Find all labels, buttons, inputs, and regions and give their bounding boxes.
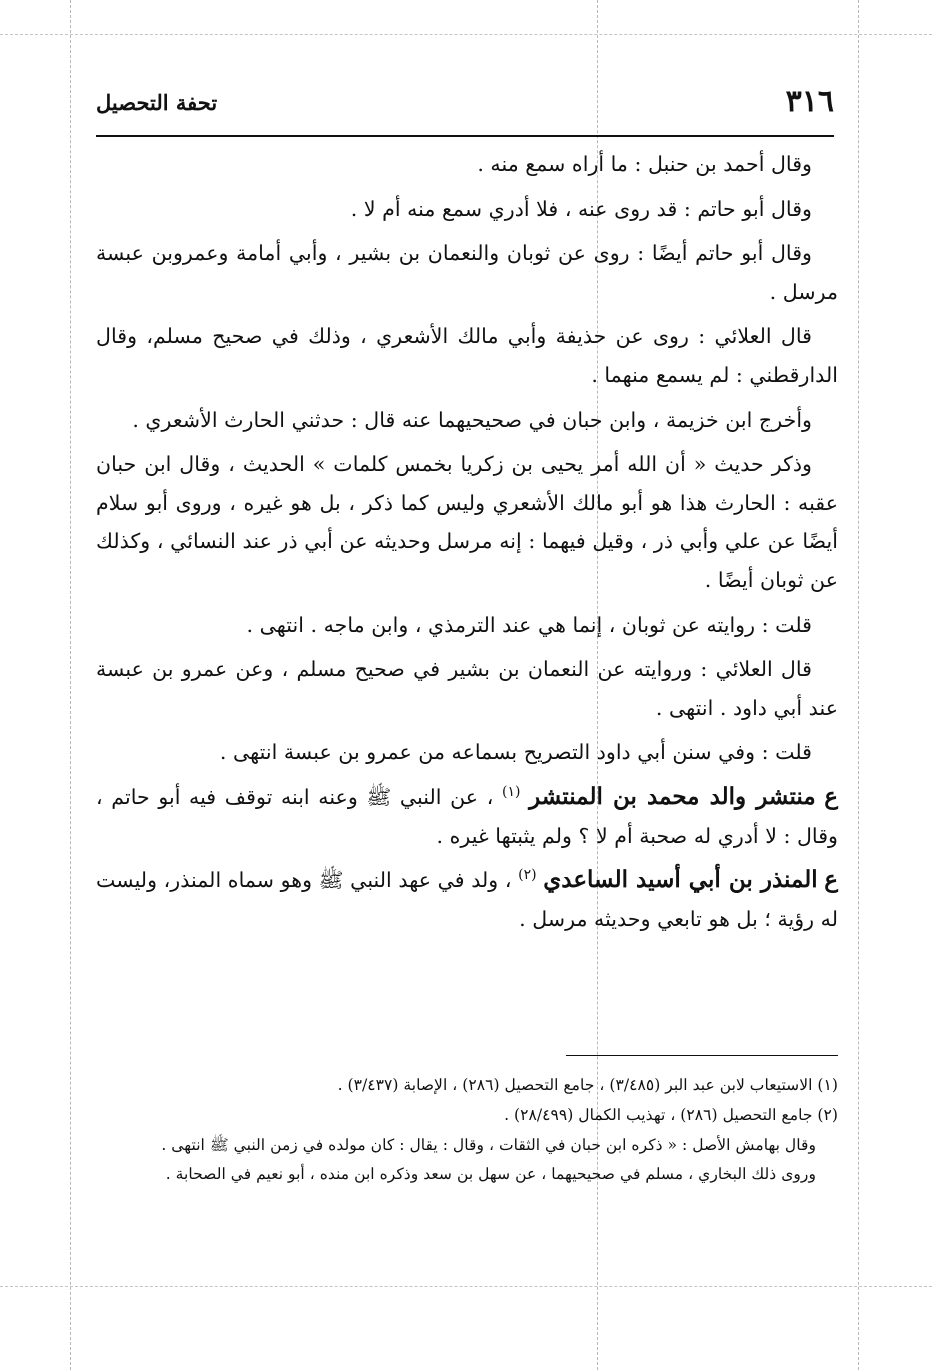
scan-fold-line	[858, 0, 859, 1370]
footnote-ref: (١)	[501, 784, 521, 801]
paragraph: قال العلائي : روى عن حذيفة وأبي مالك الأشعري ، وذلك في صحيح مسلم، وقال الدارقطني : لم يسمع منهما .	[96, 324, 838, 387]
entry-name: منتشر والد محمد بن المنتشر	[529, 782, 816, 810]
paragraph: وذكر حديث « أن الله أمر يحيى بن زكريا بخمس كلمات » الحديث ، وقال ابن حبان عقبه : الحارث هذا هو أبو مالك الأشعري وليس كما ذكر ، بل هو غيره ، وروى أبو سلام أيضًا عن علي وأبي ذر ، وقيل فيهما : إنه مرسل وحديثه عن أبي ذر عند النسائي ، وكذلك عن ثوبان أيضًا .	[96, 452, 838, 592]
footnote: (١) الاستيعاب لابن عبد البر (٣/٤٨٥) ، جامع التحصيل (٢٨٦) ، الإصابة (٣/٤٣٧) .	[337, 1076, 838, 1094]
entry-name: المنذر بن أبي أسيد الساعدي	[543, 866, 818, 894]
paragraph: وأخرج ابن خزيمة ، وابن حبان في صحيحيهما عنه قال : حدثني الحارث الأشعري .	[132, 407, 812, 432]
paragraph: وقال أبو حاتم أيضًا : روى عن ثوبان والنعمان بن بشير ، وأبي أمامة وعمروبن عبسة مرسل .	[96, 241, 838, 304]
paragraph: وقال أبو حاتم : قد روى عنه ، فلا أدري سمع منه أم لا .	[350, 196, 812, 221]
entry-text: ، عن النبي ﷺ وعنه ابنه توقف فيه أبو حاتم ، وقال : لا أدري له صحبة أم لا ؟ ولم يثبتها غيره .	[96, 784, 838, 848]
entry-marker: ع	[824, 782, 839, 810]
entry-marker: ع	[824, 866, 839, 894]
paragraph: قال العلائي : وروايته عن النعمان بن بشير في صحيح مسلم ، وعن عمرو بن عبسة عند أبي داود . انتهى .	[96, 657, 838, 720]
page-header	[96, 84, 834, 124]
header-rule	[96, 135, 834, 137]
footnote-continuation: وروى ذلك البخاري ، مسلم في صحيحيهما ، عن سهل بن سعد وذكره ابن منده ، أبو نعيم في الصحابة .	[165, 1165, 816, 1184]
footnote-rule	[566, 1055, 838, 1056]
footnotes	[96, 1071, 838, 1190]
scan-fold-line	[0, 1286, 932, 1287]
running-title: تحفة التحصيل	[96, 90, 218, 115]
entry-text: ، ولد في عهد النبي ﷺ وهو سماه المنذر، وليست له رؤية ؛ بل هو تابعي وحديثه مرسل .	[96, 868, 838, 931]
paragraph: قلت : روايته عن ثوبان ، إنما هي عند الترمذي ، وابن ماجه . انتهى .	[246, 612, 812, 637]
footnote-ref: (٢)	[518, 867, 537, 884]
narrator-entry	[96, 861, 838, 938]
main-text	[96, 145, 838, 944]
page-number: ٣١٦	[785, 84, 834, 119]
scan-fold-line	[0, 34, 932, 35]
narrator-entry	[96, 778, 838, 855]
paragraph: وقال أحمد بن حنبل : ما أراه سمع منه .	[477, 152, 812, 176]
paragraph: قلت : وفي سنن أبي داود التصريح بسماعه من عمرو بن عبسة انتهى .	[219, 740, 812, 765]
footnote: (٢) جامع التحصيل (٢٨٦) ، تهذيب الكمال (٢٨/٤٩٩) .	[504, 1105, 838, 1124]
footnote-continuation: وقال بهامش الأصل : « ذكره ابن حبان في الثقات ، وقال : يقال : كان مولده في زمن النبي ﷺ انتهى .	[161, 1135, 816, 1154]
scan-fold-line	[70, 0, 71, 1370]
